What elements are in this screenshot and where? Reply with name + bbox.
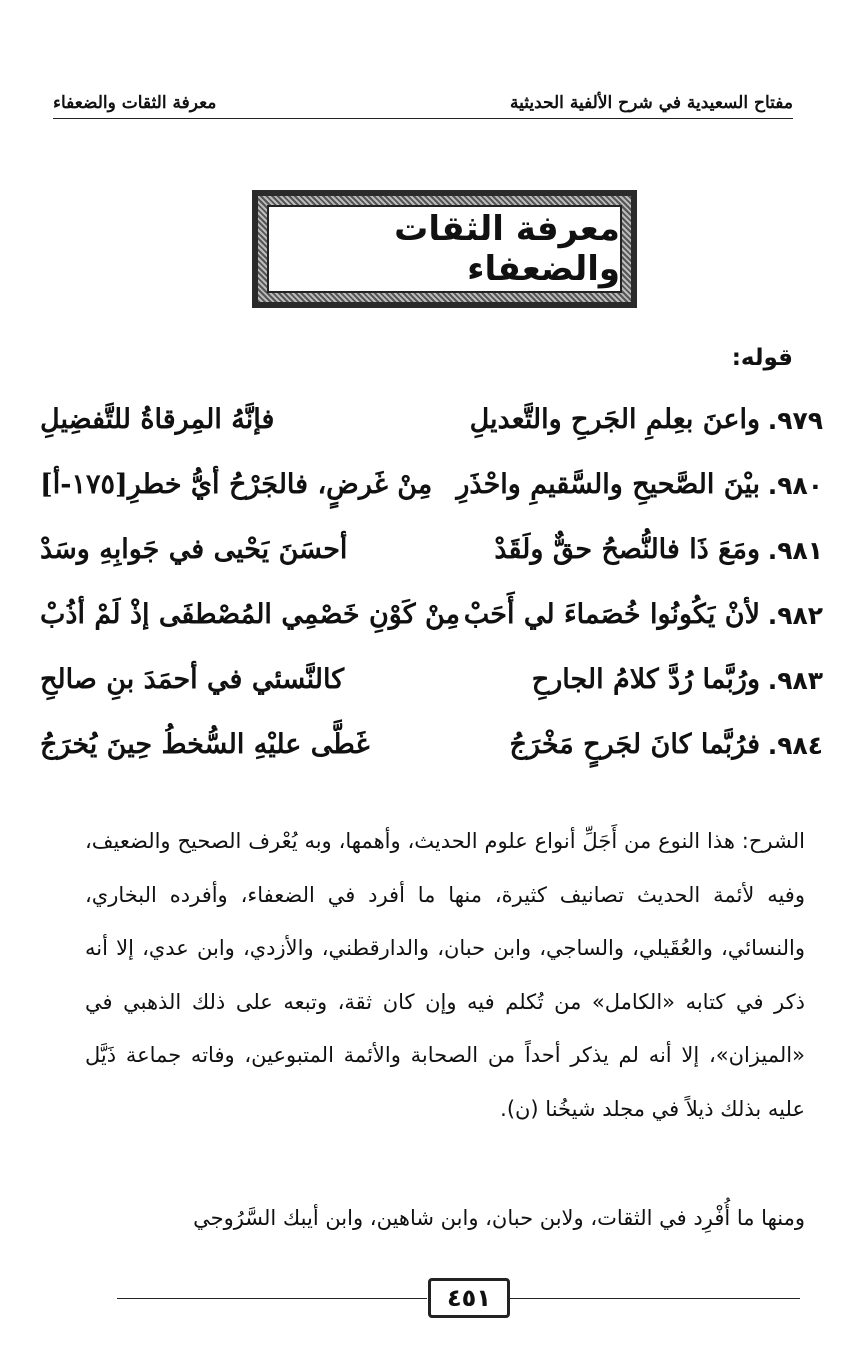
verse-number: ٩٨٤. (767, 731, 823, 760)
verse-first-hemistich: ورُبَّما رُدَّ كلامُ الجارحِ (531, 664, 760, 695)
verse-number: ٩٨٢. (767, 601, 823, 630)
verse-984 (0, 725, 855, 775)
verse-first-hemistich: بيْنَ الصَّحيحِ والسَّقيمِ واحْذَرِ (456, 469, 760, 500)
verse-980 (0, 465, 855, 515)
verse-second-hemistich: أحسَنَ يَحْيى في جَوابِهِ وسَدْ (40, 534, 348, 565)
header-book-title: مفتاح السعيدية في شرح الألفية الحديثية (510, 93, 793, 113)
commentary-second-paragraph: ومنها ما أُفْرِد في الثقات، ولابن حبان، وابن شاهين، وابن أيبك السَّرُوجي (193, 1206, 805, 1230)
verse-number: ٩٨١. (767, 536, 823, 565)
footer-rule-left (117, 1298, 427, 1299)
verse-second-hemistich: مِنْ كَوْنِ خَصْمِي المُصْطفَى إذْ لَمْ أذُبْ (40, 599, 460, 630)
verse-number: ٩٨٣. (767, 666, 823, 695)
commentary-paragraph (85, 815, 805, 1136)
header-chapter-title: معرفة الثقات والضعفاء (53, 93, 217, 113)
running-header (53, 88, 793, 119)
footer-rule-right (510, 1298, 800, 1299)
verse-second-hemistich: غَطَّى عليْهِ السُّخطُ حِينَ يُخرَجُ (40, 729, 370, 760)
verse-981 (0, 530, 855, 580)
commentary-text: الشرح: هذا النوع من أَجَلِّ أنواع علوم الحديث، وأهمها، وبه يُعْرف الصحيح والضعيف، وفيه لأئمة الحديث تصانيف كثيرة، منها ما أفرد في الضعفاء، وأفرده البخاري، والنسائي، والعُقَيلي، والساجي، وابن حبان، والدارقطني، والأزدي، وابن عدي، إلا أنه ذكر في كتابه «الكامل» من تُكلم فيه وإن كان ثقة، وتبعه على ذلك الذهبي في «الميزان»، إلا أنه لم يذكر أحداً من الصحابة والأئمة المتبوعين، وفاته جماعة ذَيَّل عليه بذلك ذيلاً في مجلد شيخُنا (ن). (85, 829, 805, 1121)
chapter-title-frame (252, 190, 637, 308)
verse-second-hemistich: كالنَّسئي في أحمَدَ بنِ صالحِ (40, 664, 345, 695)
verse-number: ٩٨٠. (767, 471, 823, 500)
verse-number: ٩٧٩. (767, 406, 823, 435)
verse-982 (0, 595, 855, 645)
verse-first-hemistich: لأنْ يَكُونُوا خُصَماءَ لي أَحَبْ (463, 599, 760, 630)
verse-983 (0, 660, 855, 710)
verse-second-hemistich: فإنَّهُ المِرقاةُ للتَّفضِيلِ (40, 404, 275, 435)
verse-first-hemistich: واعنَ بعِلمِ الجَرحِ والتَّعديلِ (469, 404, 760, 435)
intro-label: قوله: (731, 345, 793, 371)
verse-first-hemistich: فرُبَّما كانَ لجَرحٍ مَخْرَجُ (509, 729, 760, 760)
verse-second-hemistich: مِنْ غَرضٍ، فالجَرْحُ أيُّ خطرِ[١٧٥-أ] (40, 469, 433, 500)
verse-979 (0, 400, 855, 450)
verse-first-hemistich: ومَعَ ذَا فالنُّصحُ حقٌّ ولَقَدْ (494, 534, 760, 565)
chapter-title: معرفة الثقات والضعفاء (267, 205, 622, 293)
page-number: ٤٥١ (428, 1278, 510, 1318)
